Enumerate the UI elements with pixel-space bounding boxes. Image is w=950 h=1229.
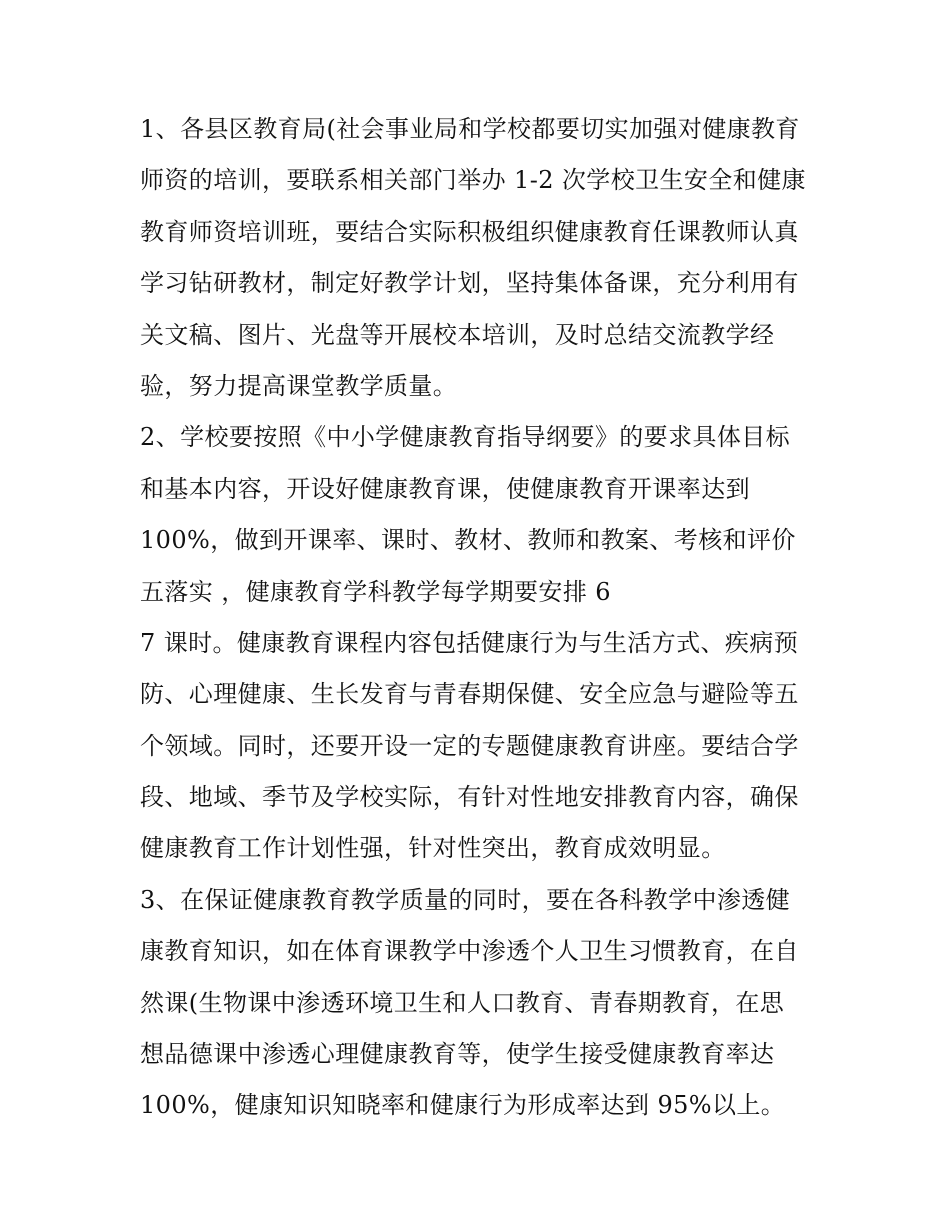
text-line: 3、在保证健康教育教学质量的同时，要在各科教学中渗透健 (140, 885, 791, 914)
text-line: 想品德课中渗透心理健康教育等，使学生接受健康教育率达 (140, 1040, 775, 1069)
text-line: 五落实 ，健康教育学科教学每学期要安排 6 (140, 577, 611, 606)
text-line: 100%，做到开课率、课时、教材、教师和教案、考核和评价 (140, 526, 796, 555)
document-body (140, 104, 820, 1132)
text-line: 康教育知识，如在体育课教学中渗透个人卫生习惯教育，在自 (140, 937, 799, 966)
text-line: 和基本内容，开设好健康教育课，使健康教育开课率达到 (140, 474, 750, 503)
text-line: 验，努力提高课堂教学质量。 (140, 371, 458, 400)
text-line: 2、学校要按照《中小学健康教育指导纲要》的要求具体目标 (140, 423, 791, 452)
text-line: 100%，健康知识知晓率和健康行为形成率达到 95%以上。 (140, 1091, 786, 1120)
text-line: 教育师资培训班，要结合实际积极组织健康教育任课教师认真 (140, 217, 799, 246)
text-line: 健康教育工作计划性强，针对性突出，教育成效明显。 (140, 834, 726, 863)
text-line: 1、各县区教育局(社会事业局和学校都要切实加强对健康教育 (140, 115, 800, 143)
text-line: 师资的培训，要联系相关部门举办 1-2 次学校卫生安全和健康 (140, 166, 806, 195)
text-line: 个领域。同时，还要开设一定的专题健康教育讲座。要结合学 (140, 731, 799, 760)
text-line: 段、地域、季节及学校实际，有针对性地安排教育内容，确保 (140, 783, 799, 812)
text-line: 7 课时。健康教育课程内容包括健康行为与生活方式、疾病预 (140, 628, 799, 657)
text-line: 学习钻研教材，制定好教学计划，坚持集体备课，充分利用有 (140, 269, 799, 298)
text-line: 防、心理健康、生长发育与青春期保健、安全应急与避险等五 (140, 680, 799, 709)
text-line: 然课(生物课中渗透环境卫生和人口教育、青春期教育，在思 (140, 988, 785, 1017)
text-line: 关文稿、图片、光盘等开展校本培训，及时总结交流教学经 (140, 320, 775, 349)
